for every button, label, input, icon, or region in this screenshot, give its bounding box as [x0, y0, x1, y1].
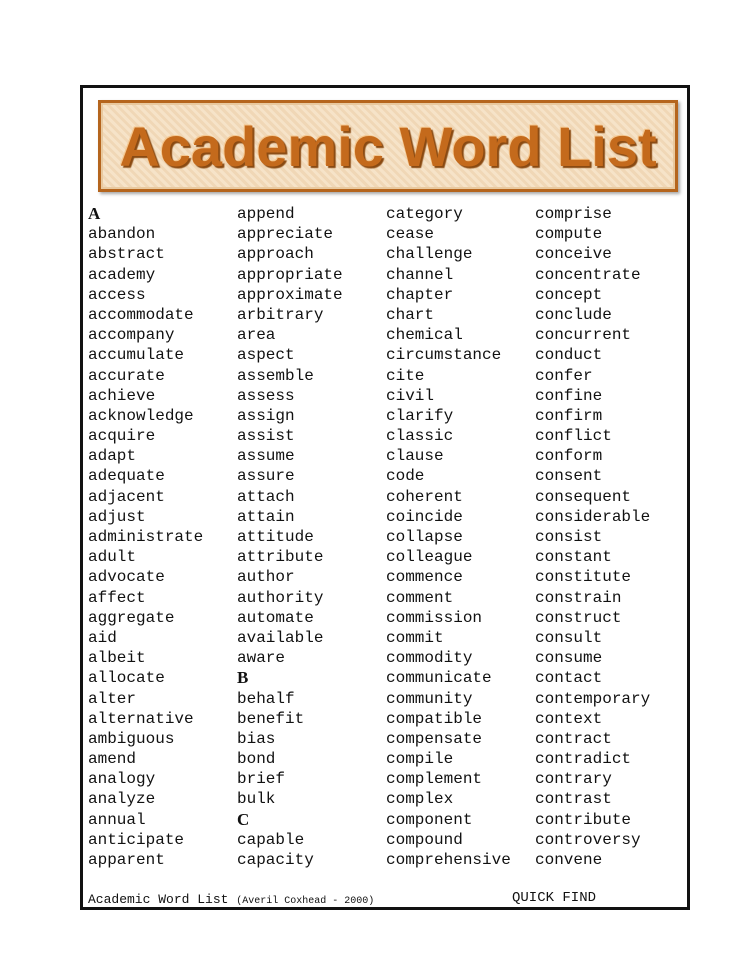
word-item[interactable]: controversy [535, 830, 641, 849]
word-item[interactable]: alter [88, 689, 137, 708]
word-item[interactable]: consist [535, 528, 603, 546]
word-item[interactable]: adjacent [88, 487, 165, 506]
section-letter: C [237, 809, 250, 829]
word-item[interactable]: assign [237, 406, 295, 425]
word-item[interactable]: component [386, 810, 473, 829]
word-item[interactable]: consent [535, 467, 603, 486]
word-item[interactable]: contrast [535, 790, 612, 809]
word-item[interactable]: concurrent [535, 326, 632, 345]
word-item[interactable]: advocate [88, 568, 165, 587]
word-item[interactable]: conform [535, 447, 603, 466]
word-item[interactable]: convene [535, 851, 603, 869]
word-item[interactable]: conflict [535, 427, 612, 446]
word-item[interactable]: comprise [535, 205, 612, 223]
word-item[interactable]: aware [237, 649, 286, 668]
word-item[interactable]: compute [535, 225, 603, 244]
word-item[interactable]: constitute [535, 568, 632, 587]
word-item[interactable]: attain [237, 507, 295, 526]
word-item[interactable]: commit [386, 628, 444, 647]
word-item[interactable]: contribute [535, 810, 632, 829]
word-item[interactable]: appreciate [237, 225, 334, 244]
word-item[interactable]: arbitrary [237, 305, 324, 324]
word-item[interactable]: coherent [386, 487, 463, 506]
word-item[interactable]: complex [386, 790, 454, 809]
word-item[interactable]: assist [237, 427, 295, 446]
word-item[interactable]: adapt [88, 447, 137, 466]
word-item[interactable]: commodity [386, 649, 473, 668]
word-item[interactable]: alternative [88, 709, 194, 728]
word-item[interactable]: colleague [386, 548, 473, 567]
word-item[interactable]: automate [237, 608, 314, 627]
word-column-3 [386, 204, 536, 870]
word-item[interactable]: compensate [386, 729, 483, 748]
word-item[interactable]: abandon [88, 225, 156, 244]
word-item[interactable]: clause [386, 447, 444, 466]
quick-find-link[interactable]: QUICK FIND [512, 890, 597, 906]
section-letter: A [88, 204, 101, 223]
word-item[interactable]: acquire [88, 427, 156, 446]
footer-title-text: Academic Word List [88, 892, 229, 907]
word-item[interactable]: channel [386, 265, 454, 284]
word-item[interactable]: clarify [386, 406, 454, 425]
word-item[interactable]: assess [237, 386, 295, 405]
word-item[interactable]: administrate [88, 528, 204, 546]
word-item[interactable]: access [88, 285, 146, 304]
page-title: Academic Word List [119, 114, 657, 178]
word-item[interactable]: assume [237, 447, 295, 466]
word-item[interactable]: concept [535, 285, 603, 304]
word-item[interactable]: contemporary [535, 689, 651, 708]
word-item[interactable]: comment [386, 588, 454, 607]
word-item[interactable]: abstract [88, 245, 165, 264]
word-item[interactable]: consume [535, 649, 603, 668]
word-item[interactable]: ambiguous [88, 729, 175, 748]
word-item[interactable]: assure [237, 467, 295, 486]
title-banner [98, 100, 678, 192]
word-item[interactable]: adjust [88, 507, 146, 526]
word-item[interactable]: accumulate [88, 346, 185, 365]
word-item[interactable]: constrain [535, 588, 622, 607]
word-item[interactable]: complement [386, 770, 483, 789]
word-item[interactable]: behalf [237, 689, 295, 708]
word-item[interactable]: classic [386, 427, 454, 446]
word-item[interactable]: annual [88, 810, 146, 829]
word-item[interactable]: albeit [88, 649, 146, 668]
word-item[interactable]: contrary [535, 770, 612, 789]
footer-credit: (Averil Coxhead - 2000) [236, 896, 375, 907]
section-letter: B [237, 668, 249, 688]
word-item[interactable]: attribute [237, 548, 324, 567]
word-item[interactable]: anticipate [88, 830, 185, 849]
word-column-2 [237, 204, 387, 870]
word-item[interactable]: commission [386, 608, 483, 627]
word-item[interactable]: amend [88, 750, 137, 769]
footer-title [88, 892, 374, 907]
word-item[interactable]: compile [386, 750, 454, 769]
word-item[interactable]: cease [386, 225, 435, 244]
word-item[interactable]: circumstance [386, 346, 502, 365]
word-item[interactable]: chapter [386, 285, 454, 304]
word-item[interactable]: consequent [535, 487, 632, 506]
word-item[interactable]: compound [386, 830, 463, 849]
word-item[interactable]: accommodate [88, 305, 194, 324]
word-item[interactable]: accurate [88, 366, 165, 385]
word-item[interactable]: community [386, 689, 473, 708]
word-item[interactable]: attitude [237, 528, 314, 546]
word-item[interactable]: construct [535, 608, 622, 627]
word-item[interactable]: bias [237, 729, 276, 748]
word-item[interactable]: contact [535, 669, 603, 688]
word-item[interactable]: civil [386, 386, 435, 405]
word-item[interactable]: approximate [237, 285, 343, 304]
word-item[interactable]: category [386, 205, 463, 223]
word-item[interactable]: compatible [386, 709, 483, 728]
word-item[interactable]: collapse [386, 528, 463, 546]
word-item[interactable]: appropriate [237, 265, 343, 284]
word-item[interactable]: considerable [535, 507, 651, 526]
word-item[interactable]: constant [535, 548, 612, 567]
word-item[interactable]: contract [535, 729, 612, 748]
word-item[interactable]: aspect [237, 346, 295, 365]
word-item[interactable]: code [386, 467, 425, 486]
word-item[interactable]: analyze [88, 790, 156, 809]
word-item[interactable]: chart [386, 305, 435, 324]
word-item[interactable]: capacity [237, 851, 314, 869]
word-item[interactable]: assemble [237, 366, 314, 385]
word-item[interactable]: communicate [386, 669, 492, 688]
word-item[interactable]: academy [88, 265, 156, 284]
word-item[interactable]: capable [237, 830, 305, 849]
word-item[interactable]: challenge [386, 245, 473, 264]
word-item[interactable]: allocate [88, 669, 165, 688]
word-item[interactable]: area [237, 326, 276, 345]
word-item[interactable]: commence [386, 568, 463, 587]
word-item[interactable]: concentrate [535, 265, 641, 284]
word-item[interactable]: comprehensive [386, 851, 511, 869]
word-item[interactable]: brief [237, 770, 286, 789]
word-item[interactable]: bulk [237, 790, 276, 809]
word-item[interactable]: approach [237, 245, 314, 264]
word-item[interactable]: cite [386, 366, 425, 385]
word-item[interactable]: bond [237, 750, 276, 769]
word-column-4 [535, 204, 685, 870]
word-columns [88, 204, 683, 872]
word-item[interactable]: analogy [88, 770, 156, 789]
word-item[interactable]: aggregate [88, 608, 175, 627]
word-item[interactable]: authority [237, 588, 324, 607]
word-item[interactable]: confer [535, 366, 593, 385]
word-item[interactable]: attach [237, 487, 295, 506]
word-item[interactable]: conduct [535, 346, 603, 365]
word-item[interactable]: apparent [88, 851, 165, 869]
word-item[interactable]: adequate [88, 467, 165, 486]
word-item[interactable]: achieve [88, 386, 156, 405]
word-item[interactable]: aid [88, 628, 117, 647]
word-item[interactable]: confirm [535, 406, 603, 425]
footer [88, 890, 678, 908]
word-item[interactable]: acknowledge [88, 406, 194, 425]
word-item[interactable]: confine [535, 386, 603, 405]
word-item[interactable]: affect [88, 588, 146, 607]
word-column-1 [88, 204, 238, 870]
word-item[interactable]: context [535, 709, 603, 728]
word-item[interactable]: contradict [535, 750, 632, 769]
word-item[interactable]: conceive [535, 245, 612, 264]
word-item[interactable]: append [237, 205, 295, 223]
word-item[interactable]: chemical [386, 326, 463, 345]
word-item[interactable]: conclude [535, 305, 612, 324]
word-item[interactable]: consult [535, 628, 603, 647]
word-item[interactable]: coincide [386, 507, 463, 526]
word-item[interactable]: benefit [237, 709, 305, 728]
word-item[interactable]: adult [88, 548, 137, 567]
word-item[interactable]: accompany [88, 326, 175, 345]
word-item[interactable]: author [237, 568, 295, 587]
word-item[interactable]: available [237, 628, 324, 647]
